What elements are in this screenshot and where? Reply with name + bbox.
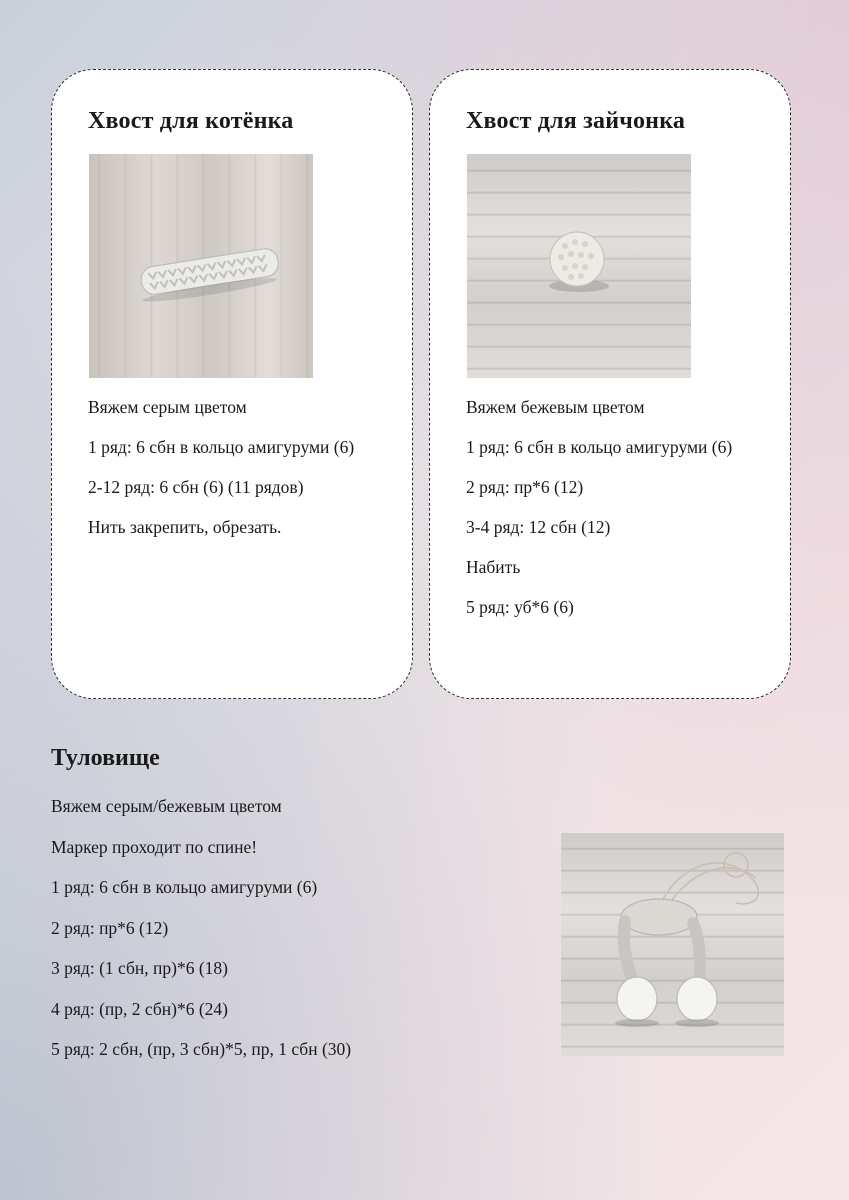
crochet-ball-image — [467, 154, 691, 378]
instruction-line: 3 ряд: (1 сбн, пр)*6 (18) — [51, 958, 228, 978]
bunny-tail-title: Хвост для зайчонка — [466, 108, 686, 134]
instruction-line: Нить закрепить, обрезать. — [88, 517, 282, 537]
instruction-line: 5 ряд: уб*6 (6) — [466, 597, 574, 617]
instruction-line: Маркер проходит по спине! — [51, 836, 258, 857]
instruction-line: 4 ряд: (пр, 2 сбн)*6 (24) — [51, 998, 228, 1019]
cat-tail-instructions — [88, 394, 392, 554]
instruction-line: Вяжем бежевым цветом — [466, 397, 645, 417]
bunny-tail-card — [429, 69, 791, 699]
crochet-tail-image — [89, 154, 313, 378]
torso-title: Туловище — [51, 745, 160, 771]
instruction-line: 5 ряд: 2 сбн, (пр, 3 сбн)*5, пр, 1 сбн (30) — [51, 1039, 352, 1059]
instruction-line: 1 ряд: 6 сбн в кольцо амигуруми (6) — [51, 877, 318, 897]
instruction-line: 1 ряд: 6 сбн в кольцо амигуруми (6) — [466, 437, 733, 457]
instruction-line: 1 ряд: 6 сбн в кольцо амигуруми (6) — [88, 437, 355, 457]
cat-tail-photo — [89, 154, 313, 378]
bunny-tail-photo — [467, 154, 691, 378]
torso-instructions — [51, 793, 521, 1077]
bunny-tail-instructions — [466, 394, 770, 634]
instruction-line: Вяжем серым цветом — [88, 397, 247, 417]
instruction-line: 2-12 ряд: 6 сбн (6) (11 рядов) — [88, 477, 304, 497]
torso-photo — [561, 833, 784, 1056]
instruction-line: 2 ряд: пр*6 (12) — [51, 917, 169, 938]
instruction-line: Вяжем серым/бежевым цветом — [51, 796, 282, 816]
instruction-line: 2 ряд: пр*6 (12) — [466, 477, 584, 497]
instruction-line: Набить — [466, 557, 521, 577]
instruction-line: 3-4 ряд: 12 сбн (12) — [466, 517, 611, 537]
cat-tail-title: Хвост для котёнка — [88, 108, 294, 134]
crochet-legs-image — [561, 833, 784, 1056]
cat-tail-card — [51, 69, 413, 699]
